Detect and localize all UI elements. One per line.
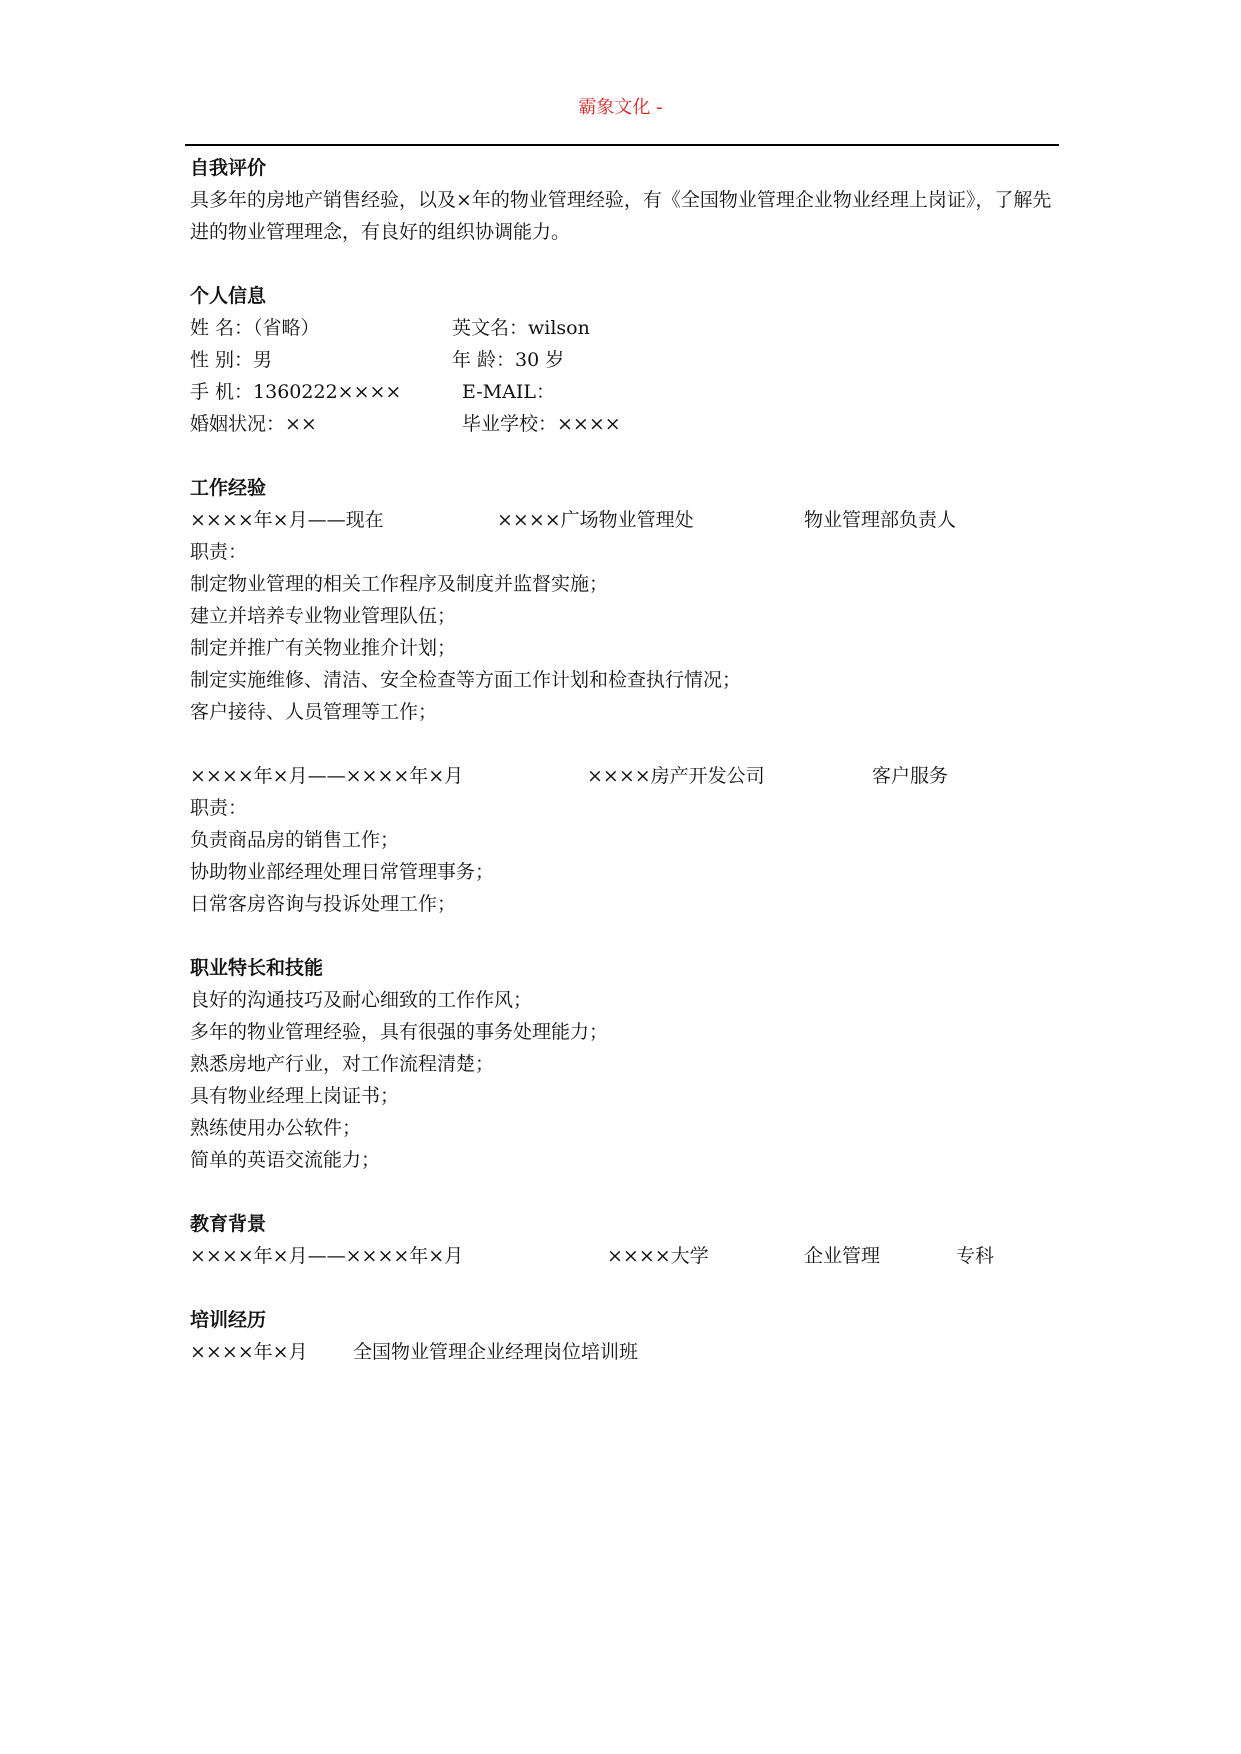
job-duty-item: 协助物业部经理处理日常管理事务；	[190, 861, 495, 883]
job-duty-item: 制定实施维修、清洁、安全检查等方面工作计划和检查执行情况；	[190, 669, 742, 691]
spacer	[190, 728, 1060, 760]
job-header	[190, 760, 1060, 792]
job-company: ××××广场物业管理处	[497, 509, 694, 531]
section-title-training: 培训经历	[190, 1309, 267, 1331]
spacer	[190, 440, 1060, 472]
job-period: ××××年×月——现在	[190, 509, 384, 531]
section-title-education: 教育背景	[190, 1213, 267, 1235]
training-course: 全国物业管理企业经理岗位培训班	[353, 1341, 639, 1363]
section-title-personal: 个人信息	[190, 285, 267, 307]
header-brand: 霸象文化 -	[578, 97, 663, 118]
job-company: ××××房产开发公司	[587, 765, 765, 787]
info-phone: 手 机：1360222××××	[190, 381, 402, 403]
job-duties-label: 职责：	[190, 541, 248, 563]
skill-item: 熟练使用办公软件；	[190, 1117, 362, 1139]
job-position: 物业管理部负责人	[804, 509, 957, 531]
job-position: 客户服务	[872, 765, 949, 787]
training-period: ××××年×月	[190, 1341, 308, 1363]
info-row-gender	[190, 344, 1060, 376]
education-school: ××××大学	[607, 1245, 709, 1267]
spacer	[190, 1272, 1060, 1304]
job-period: ××××年×月——××××年×月	[190, 765, 464, 787]
education-degree: 专科	[956, 1245, 995, 1267]
education-major: 企业管理	[804, 1245, 881, 1267]
info-row-name	[190, 312, 1060, 344]
job-duty-item: 负责商品房的销售工作；	[190, 829, 400, 851]
info-email: E-MAIL：	[462, 381, 555, 403]
info-school: 毕业学校：××××	[462, 413, 621, 435]
education-period: ××××年×月——××××年×月	[190, 1245, 464, 1267]
spacer	[190, 1176, 1060, 1208]
info-gender: 性 别：男	[190, 349, 273, 371]
section-title-work: 工作经验	[190, 477, 267, 499]
info-marital: 婚姻状况：××	[190, 413, 317, 435]
job-header	[190, 504, 1060, 536]
spacer	[190, 920, 1060, 952]
skill-item: 良好的沟通技巧及耐心细致的工作作风；	[190, 989, 533, 1011]
info-english-name: 英文名：wilson	[452, 317, 590, 339]
info-age: 年 龄：30 岁	[452, 349, 565, 371]
info-row-phone	[190, 376, 1060, 408]
section-title-skills: 职业特长和技能	[190, 957, 324, 979]
self-eval-text: 具多年的房地产销售经验，以及×年的物业管理经验，有《全国物业管理企业物业经理上岗证》，了解先进的物业管理理念，有良好的组织协调能力。	[190, 189, 1052, 243]
job-duty-item: 建立并培养专业物业管理队伍；	[190, 605, 457, 627]
info-row-marital	[190, 408, 1060, 440]
section-title-self-eval: 自我评价	[190, 157, 267, 179]
skill-item: 多年的物业管理经验，具有很强的事务处理能力；	[190, 1021, 609, 1043]
job-duty-item: 制定并推广有关物业推介计划；	[190, 637, 457, 659]
skill-item: 熟悉房地产行业，对工作流程清楚；	[190, 1053, 495, 1075]
resume-document	[190, 152, 1060, 1368]
info-name: 姓 名：（省略）	[190, 317, 320, 339]
job-duty-item: 日常客房咨询与投诉处理工作；	[190, 893, 457, 915]
job-duties-label: 职责：	[190, 797, 248, 819]
spacer	[190, 248, 1060, 280]
education-row	[190, 1240, 1060, 1272]
header-divider	[185, 144, 1059, 146]
training-row	[190, 1336, 1060, 1368]
skill-item: 具有物业经理上岗证书；	[190, 1085, 400, 1107]
job-duty-item: 客户接待、人员管理等工作；	[190, 701, 438, 723]
skill-item: 简单的英语交流能力；	[190, 1149, 381, 1171]
job-duty-item: 制定物业管理的相关工作程序及制度并监督实施；	[190, 573, 609, 595]
